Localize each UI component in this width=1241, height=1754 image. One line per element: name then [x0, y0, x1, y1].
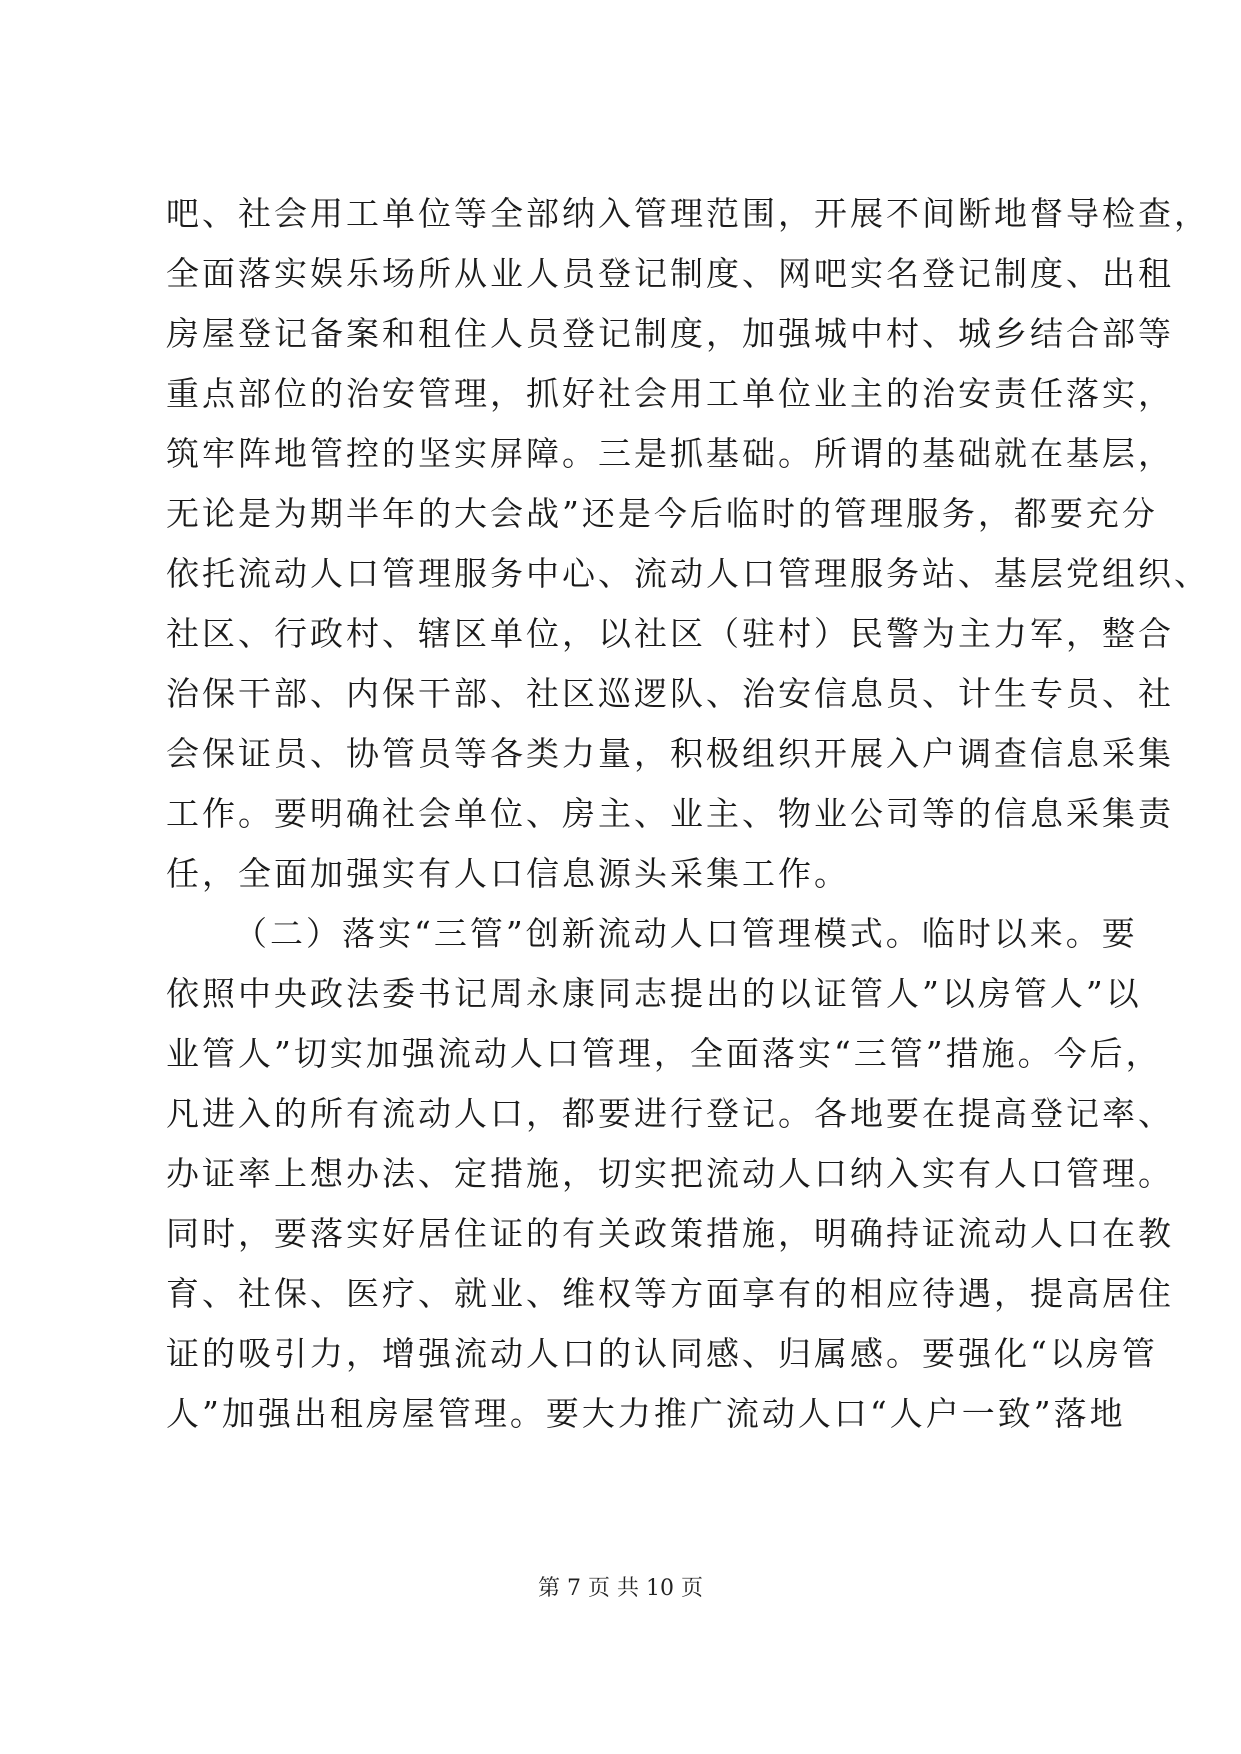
body-text: [166, 184, 1210, 1444]
text-line: 同时，要落实好居住证的有关政策措施，明确持证流动人口在教: [166, 1214, 1174, 1253]
page-number-footer: 第 7 页 共 10 页: [538, 1576, 703, 1601]
text-line: 治保干部、内保干部、社区巡逻队、治安信息员、计生专员、社: [166, 674, 1174, 713]
text-line: 会保证员、协管员等各类力量，积极组织开展入户调查信息采集: [166, 734, 1174, 773]
text-line: 人”加强出租房屋管理。要大力推广流动人口“人户一致”落地: [166, 1394, 1126, 1433]
text-line: 房屋登记备案和租住人员登记制度，加强城中村、城乡结合部等: [166, 314, 1174, 353]
text-line: 依托流动人口管理服务中心、流动人口管理服务站、基层党组织、: [166, 554, 1210, 593]
text-line: 全面落实娱乐场所从业人员登记制度、网吧实名登记制度、出租: [166, 254, 1174, 293]
text-line: 办证率上想办法、定措施，切实把流动人口纳入实有人口管理。: [166, 1154, 1174, 1193]
section-heading-line: （二）落实“三管”创新流动人口管理模式。临时以来。要: [234, 914, 1138, 953]
text-line: 吧、社会用工单位等全部纳入管理范围，开展不间断地督导检查，: [166, 194, 1210, 233]
text-line: 社区、行政村、辖区单位，以社区（驻村）民警为主力军，整合: [166, 614, 1174, 653]
text-line: 依照中央政法委书记周永康同志提出的以证管人”以房管人”以: [166, 974, 1142, 1013]
text-line: 育、社保、医疗、就业、维权等方面享有的相应待遇，提高居住: [166, 1274, 1174, 1313]
text-line: 无论是为期半年的大会战”还是今后临时的管理服务，都要充分: [166, 494, 1158, 533]
text-line: 业管人”切实加强流动人口管理，全面落实“三管”措施。今后，: [166, 1034, 1162, 1073]
text-line: 工作。要明确社会单位、房主、业主、物业公司等的信息采集责: [166, 794, 1174, 833]
text-line: 重点部位的治安管理，抓好社会用工单位业主的治安责任落实，: [166, 374, 1174, 413]
text-line: 凡进入的所有流动人口，都要进行登记。各地要在提高登记率、: [166, 1094, 1174, 1133]
text-line: 证的吸引力，增强流动人口的认同感、归属感。要强化“以房管: [166, 1334, 1158, 1373]
text-line: 任，全面加强实有人口信息源头采集工作。: [166, 854, 850, 893]
text-line: 筑牢阵地管控的坚实屏障。三是抓基础。所谓的基础就在基层，: [166, 434, 1174, 473]
